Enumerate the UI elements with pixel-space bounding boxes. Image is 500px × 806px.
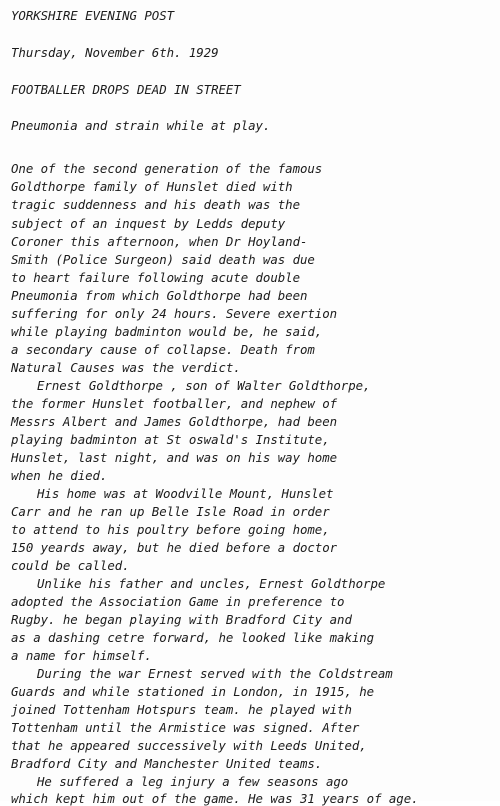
body-line: Goldthorpe family of Hunslet died with: [11, 179, 293, 194]
body-line: His home was at Woodville Mount, Hunslet: [37, 486, 334, 501]
body-line: subject of an inquest by Ledds deputy: [11, 216, 286, 231]
body-line: while playing badminton would be, he said,: [11, 324, 323, 339]
masthead: YORKSHIRE EVENING POST: [11, 8, 175, 23]
body-line: Bradford City and Manchester United teams.: [11, 756, 323, 771]
body-line: adopted the Association Game in preference to: [11, 594, 345, 609]
body-line: Rugby. he began playing with Bradford City and: [11, 612, 352, 627]
body-line: joined Tottenham Hotspurs team. he played with: [11, 702, 352, 717]
body-line: Ernest Goldthorpe , son of Walter Goldthorpe,: [37, 378, 371, 393]
subheadline: Pneumonia and strain while at play.: [11, 118, 271, 133]
body-line: Pneumonia from which Goldthorpe had been: [11, 288, 308, 303]
body-line: to attend to his poultry before going home,: [11, 522, 330, 537]
body-line: to heart failure following acute double: [11, 270, 300, 285]
body-line: 150 yeards away, but he died before a doctor: [11, 540, 338, 555]
body-line: He suffered a leg injury a few seasons ago: [37, 774, 349, 789]
body-line: Tottenham until the Armistice was signed. After: [11, 720, 360, 735]
body-line: Natural Causes was the verdict.: [11, 360, 241, 375]
body-line: Hunslet, last night, and was on his way home: [11, 450, 338, 465]
body-line: playing badminton at St oswald's Institute,: [11, 432, 330, 447]
body-line: a secondary cause of collapse. Death from: [11, 342, 315, 357]
body-line: Coroner this afternoon, when Dr Hoyland-: [11, 234, 308, 249]
body-line: could be called.: [11, 558, 130, 573]
body-line: suffering for only 24 hours. Severe exertion: [11, 306, 338, 321]
body-line: which kept him out of the game. He was 31 years of age.: [11, 791, 419, 806]
body-line: Unlike his father and uncles, Ernest Goldthorpe: [37, 576, 386, 591]
body-line: Carr and he ran up Belle Isle Road in order: [11, 504, 330, 519]
body-line: the former Hunslet footballer, and nephew of: [11, 396, 338, 411]
body-line: that he appeared successively with Leeds United,: [11, 738, 367, 753]
date-line: Thursday, November 6th. 1929: [11, 45, 219, 60]
body-line: One of the second generation of the famous: [11, 161, 323, 176]
headline: FOOTBALLER DROPS DEAD IN STREET: [11, 82, 241, 97]
body-line: a name for himself.: [11, 648, 152, 663]
body-line: Messrs Albert and James Goldthorpe, had been: [11, 414, 338, 429]
body-line: Guards and while stationed in London, in 1915, he: [11, 684, 375, 699]
body-line: tragic suddenness and his death was the: [11, 197, 300, 212]
body-line: as a dashing cetre forward, he looked like making: [11, 630, 375, 645]
body-line: when he died.: [11, 468, 108, 483]
body-line: Smith (Police Surgeon) said death was due: [11, 252, 315, 267]
body-line: During the war Ernest served with the Coldstream: [37, 666, 393, 681]
